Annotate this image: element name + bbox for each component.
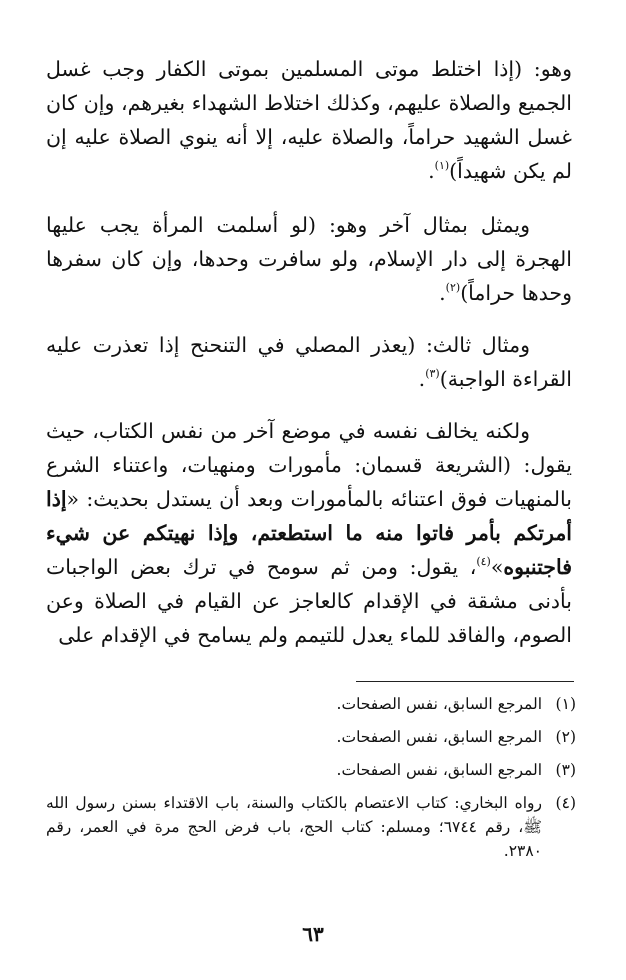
paragraph-1 — [46, 52, 572, 188]
footnote-4 — [46, 791, 576, 863]
paragraph-2-end: . — [439, 281, 446, 305]
paragraph-4 — [46, 414, 572, 652]
footnote-number: (١) — [555, 695, 576, 713]
main-text — [46, 52, 572, 670]
page-number: ٦٣ — [302, 922, 324, 946]
footnote-divider — [356, 681, 574, 682]
footnote-ref-1[interactable]: (١) — [434, 159, 450, 172]
footnote-text: المرجع السابق، نفس الصفحات. — [336, 695, 542, 713]
paragraph-3-end: . — [418, 367, 426, 391]
footnote-1 — [46, 692, 576, 716]
paragraph-3 — [46, 328, 572, 396]
paragraph-4-text-before: ولكنه يخالف نفسه في موضع آخر من نفس الكتاب، حيث يقول: (الشريعة قسمان: مأمورات ومنهيات، واعتناء الشرع بالمنهيات فوق اعتنائه بالمأمورات وبعد أن يستدل بحديث: « — [46, 419, 572, 511]
paragraph-1-end: . — [428, 159, 435, 183]
footnote-ref-3[interactable]: (٣) — [425, 367, 440, 380]
footnote-text: رواه البخاري: كتاب الاعتصام بالكتاب والسنة، باب الاقتداء بسنن رسول الله ﷺ، رقم ٦٧٤٤؛ ومسلم: كتاب الحج، باب فرض الحج مرة في العمر، رقم ٢٣٨٠. — [46, 794, 542, 860]
footnotes-section — [46, 692, 576, 872]
paragraph-2-text: ويمثل بمثال آخر وهو: (لو أسلمت المرأة يجب عليها الهجرة إلى دار الإسلام، ولو سافرت وحدها، وإن كان سفرها وحدها حراماً) — [46, 213, 572, 305]
footnote-ref-2[interactable]: (٢) — [445, 281, 461, 294]
hadith-quote: إذا أمرتكم بأمر فاتوا منه ما استطعتم، وإذا نهيتكم عن شيء فاجتنبوه — [46, 487, 572, 579]
paragraph-2 — [46, 208, 572, 310]
footnote-text: المرجع السابق، نفس الصفحات. — [336, 761, 542, 779]
footnote-ref-4[interactable]: (٤) — [476, 555, 491, 568]
paragraph-3-text: ومثال ثالث: (يعذر المصلي في التنحنح إذا تعذرت عليه القراءة الواجبة) — [46, 333, 572, 391]
footnote-number: (٤) — [555, 794, 576, 812]
footnote-number: (٣) — [555, 761, 576, 779]
footnote-3 — [46, 758, 576, 782]
paragraph-1-text: وهو: (إذا اختلط موتى المسلمين بموتى الكفار وجب غسل الجميع والصلاة عليهم، وكذلك اختلاط الشهداء بغيرهم، وإن كان غسل الشهيد حراماً، والصلاة عليه، إلا أنه ينوي الصلاة عليه إن لم يكن شهيداً) — [46, 57, 572, 183]
footnote-2 — [46, 725, 576, 749]
hadith-quote-close: » — [490, 555, 504, 579]
paragraph-4-text-after: ، يقول: ومن ثم سومح في ترك بعض الواجبات بأدنى مشقة في الإقدام كالعاجز عن القيام في الصلاة وعن الصوم، والفاقد للماء يعدل للتيمم ولم يسامح في الإقدام على — [46, 555, 572, 647]
footnote-number: (٢) — [555, 728, 576, 746]
footnote-text: المرجع السابق، نفس الصفحات. — [336, 728, 542, 746]
